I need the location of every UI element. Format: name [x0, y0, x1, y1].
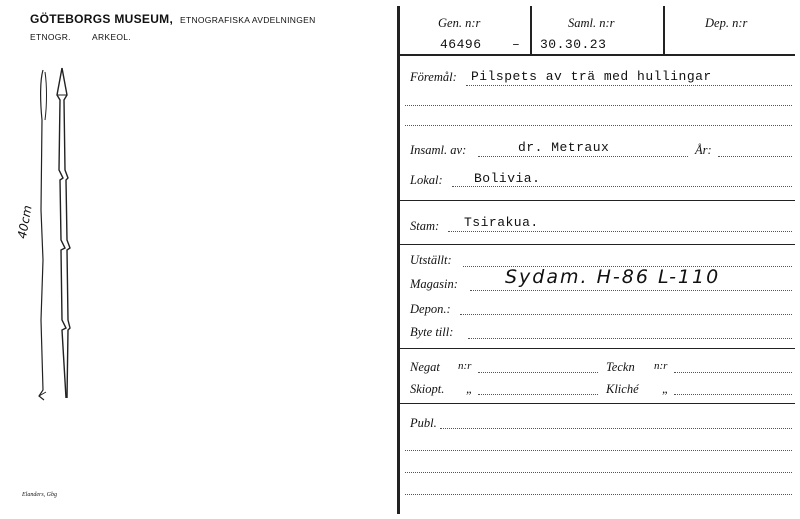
skiopt-label: Skiopt.: [410, 382, 445, 396]
dotted-line: [452, 186, 792, 187]
lokal-label: Lokal:: [410, 173, 443, 187]
category-arkeol: ARKEOL.: [92, 32, 131, 42]
kliche-label: Kliché: [606, 382, 639, 396]
gen-dash: –: [512, 37, 521, 52]
dotted-line: [440, 428, 792, 429]
teckn-nr-label: n:r: [654, 360, 668, 372]
section-rule: [400, 403, 795, 404]
dotted-line: [405, 105, 792, 106]
header-rule: [400, 54, 795, 56]
gen-nr-value: 46496: [440, 37, 482, 52]
dotted-line: [718, 156, 792, 157]
dotted-line: [470, 290, 792, 291]
printer-mark: Elanders, Gbg: [22, 492, 57, 498]
foremal-label: Föremål:: [410, 70, 457, 84]
card-left-border: [397, 6, 400, 514]
dotted-line: [448, 231, 792, 232]
stam-value: Tsirakua.: [464, 215, 539, 230]
dotted-line: [478, 372, 598, 373]
section-rule: [400, 244, 795, 245]
dotted-line: [405, 125, 792, 126]
dep-nr-label: Dep. n:r: [705, 16, 748, 30]
gen-nr-label: Gen. n:r: [438, 16, 481, 30]
section-rule: [400, 200, 795, 201]
utstallt-label: Utställt:: [410, 253, 452, 267]
skiopt-ditto: „: [466, 382, 473, 396]
saml-nr-value: 30.30.23: [540, 37, 607, 52]
stam-label: Stam:: [410, 219, 440, 233]
magasin-label: Magasin:: [410, 277, 458, 291]
column-divider: [530, 6, 532, 54]
negat-label: Negat: [410, 360, 440, 374]
measurement-note: 40cm: [14, 204, 35, 240]
museum-name: GÖTEBORGS MUSEUM,: [30, 12, 174, 26]
dotted-line: [478, 156, 688, 157]
dotted-line: [466, 85, 792, 86]
lokal-value: Bolivia.: [474, 171, 541, 186]
section-rule: [400, 348, 795, 349]
dotted-line: [405, 450, 792, 451]
dotted-line: [405, 494, 792, 495]
insaml-value: dr. Metraux: [518, 140, 610, 155]
column-divider: [663, 6, 665, 54]
category-etnogr: ETNOGR.: [30, 32, 71, 42]
depon-label: Depon.:: [410, 302, 451, 316]
teckn-label: Teckn: [606, 360, 635, 374]
negat-nr-label: n:r: [458, 360, 472, 372]
ar-label: År:: [695, 143, 712, 157]
insaml-label: Insaml. av:: [410, 143, 467, 157]
dotted-line: [460, 314, 792, 315]
dotted-line: [405, 472, 792, 473]
publ-label: Publ.: [410, 416, 437, 430]
dotted-line: [478, 394, 598, 395]
dotted-line: [674, 394, 792, 395]
foremal-value: Pilspets av trä med hullingar: [471, 69, 712, 84]
kliche-ditto: „: [662, 382, 669, 396]
dotted-line: [468, 338, 792, 339]
byte-label: Byte till:: [410, 325, 454, 339]
dotted-line: [674, 372, 792, 373]
department-name: ETNOGRAFISKA AVDELNINGEN: [180, 15, 316, 25]
saml-nr-label: Saml. n:r: [568, 16, 615, 30]
magasin-value: Sydam. H-86 L-110: [505, 266, 721, 288]
